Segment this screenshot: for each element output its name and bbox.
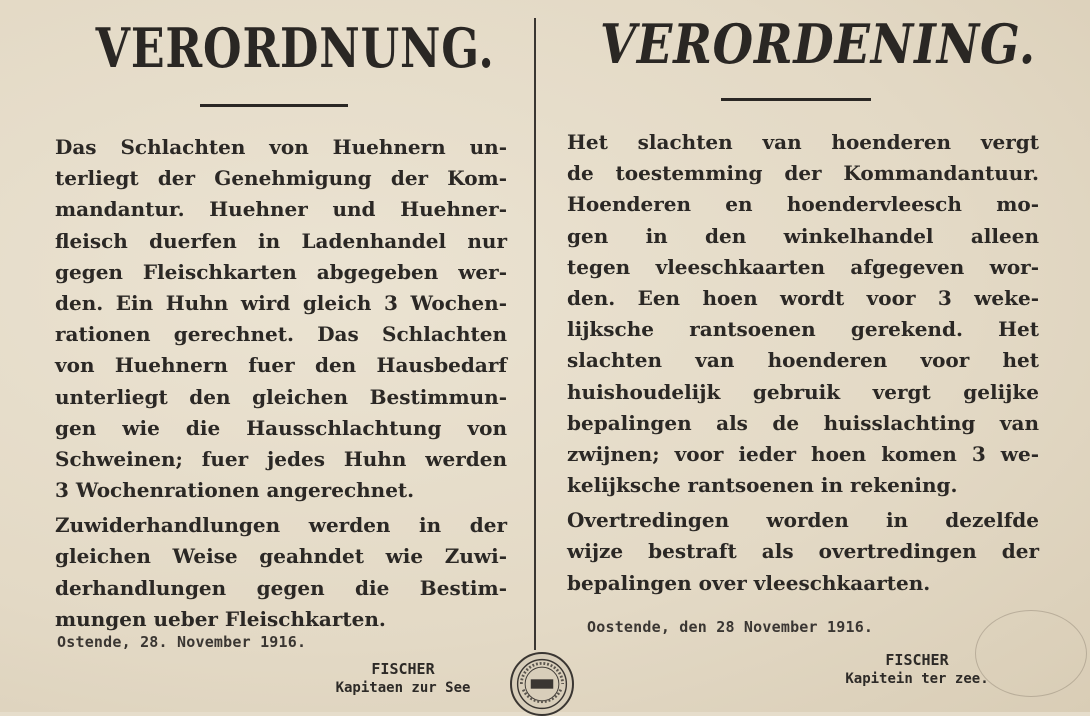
- dutch-title-rule: [721, 98, 871, 101]
- text-line: Hoenderen en hoendervleesch mo-: [567, 192, 1039, 217]
- text-line: Das Schlachten von Huehnern un-: [55, 135, 507, 159]
- text-line: zwijnen; voor ieder hoen komen 3 we-: [567, 441, 1039, 466]
- text-line: huishoudelijk gebruik vergt gelijke: [567, 379, 1039, 404]
- signature-rank: Kapitein ter zee.: [845, 671, 989, 687]
- german-paragraph-2: [55, 510, 507, 635]
- official-seal-icon: [510, 652, 574, 716]
- text-line: rationen gerechnet. Das Schlachten: [55, 322, 507, 347]
- text-line: gen in den winkelhandel alleen: [567, 223, 1039, 248]
- dutch-title: VERORDENING.: [600, 12, 1036, 76]
- text-line: gen wie die Hausschlachtung von: [55, 415, 507, 440]
- text-line: Overtredingen worden in dezelfde: [567, 508, 1039, 533]
- text-line: 3 Wochenrationen angerechnet.: [55, 478, 415, 503]
- german-dateline: Ostende, 28. November 1916.: [57, 633, 307, 651]
- german-signature: [313, 660, 493, 696]
- text-line: unterliegt den gleichen Bestimmun-: [55, 384, 507, 409]
- text-line: wijze bestraft als overtredingen der: [567, 539, 1039, 564]
- text-line: gleichen Weise geahndet wie Zuwi-: [55, 544, 507, 569]
- signature-name: FISCHER: [885, 651, 949, 669]
- dutch-paragraph-1: [567, 127, 1039, 501]
- german-title: VERORDNUNG.: [95, 16, 495, 80]
- text-line: bepalingen over vleeschkaarten.: [567, 570, 931, 595]
- signature-name: FISCHER: [371, 660, 435, 678]
- text-line: Schweinen; fuer jedes Huhn werden: [55, 446, 507, 471]
- german-body: [55, 132, 507, 635]
- text-line: tegen vleeschkaarten afgegeven wor-: [567, 254, 1039, 279]
- text-line: mandantur. Huehner und Huehner-: [55, 197, 507, 222]
- text-line: derhandlungen gegen die Bestim-: [55, 575, 507, 600]
- text-line: fleisch duerfen in Ladenhandel nur: [55, 228, 507, 253]
- dutch-paragraph-2: [567, 505, 1039, 599]
- signature-rank: Kapitaen zur See: [335, 680, 471, 696]
- text-line: kelijksche rantsoenen in rekening.: [567, 473, 958, 498]
- text-line: gegen Fleischkarten abgegeben wer-: [55, 259, 507, 284]
- dutch-body: [567, 127, 1039, 599]
- text-line: den. Ein Huhn wird gleich 3 Wochen-: [55, 290, 507, 315]
- faint-stamp-icon: [975, 610, 1087, 697]
- text-line: bepalingen als de huisslachting van: [567, 410, 1039, 435]
- text-line: terliegt der Genehmigung der Kom-: [55, 166, 507, 191]
- text-line: de toestemming der Kommandantuur.: [567, 161, 1039, 186]
- text-line: Zuwiderhandlungen werden in der: [55, 513, 507, 538]
- text-line: lijksche rantsoenen gerekend. Het: [567, 317, 1039, 342]
- text-line: slachten van hoenderen voor het: [567, 348, 1039, 373]
- german-paragraph-1: [55, 132, 507, 506]
- text-line: den. Een hoen wordt voor 3 weke-: [567, 285, 1039, 310]
- text-line: mungen ueber Fleischkarten.: [55, 606, 386, 631]
- german-title-rule: [200, 104, 348, 107]
- text-line: von Huehnern fuer den Hausbedarf: [55, 353, 507, 378]
- column-divider: [534, 18, 536, 650]
- text-line: Het slachten van hoenderen vergt: [567, 130, 1039, 154]
- dutch-dateline: Oostende, den 28 November 1916.: [587, 618, 874, 636]
